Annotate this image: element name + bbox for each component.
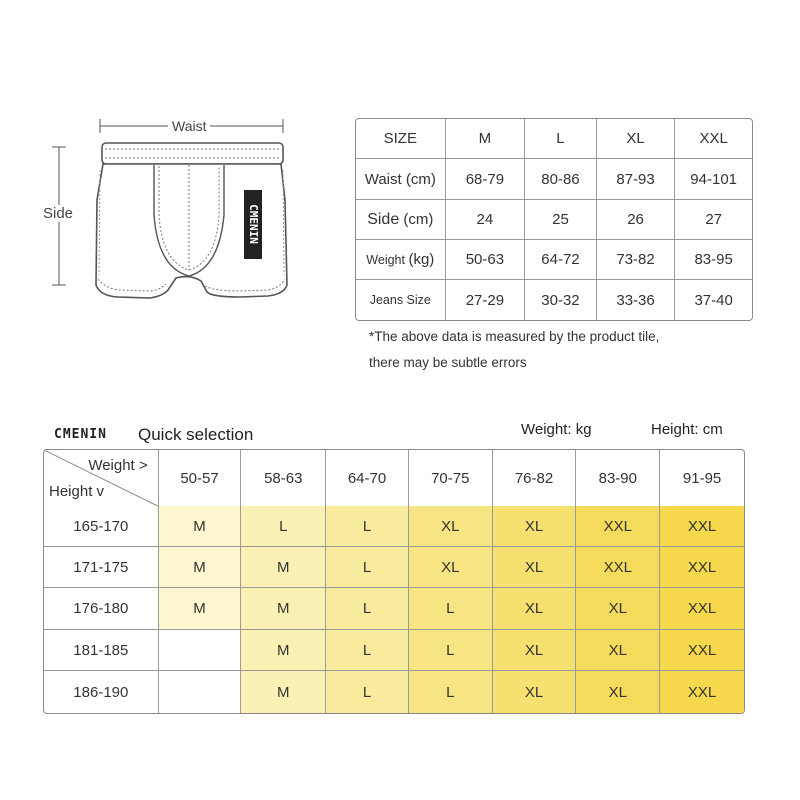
- weight-header: 70-75: [409, 450, 493, 506]
- size-recommendation-cell: XXL: [660, 671, 744, 713]
- size-cell: 80-86: [525, 159, 597, 200]
- size-recommendation-cell: XXL: [660, 506, 744, 547]
- weight-header: 91-95: [682, 469, 722, 487]
- waist-dimension-label: Waist: [168, 118, 210, 134]
- height-row: [44, 547, 744, 588]
- size-chart-table: [355, 118, 753, 321]
- weight-header: 64-70: [326, 450, 409, 506]
- size-recommendation-cell: M: [241, 671, 326, 713]
- size-recommendation-cell: L: [409, 671, 493, 713]
- size-recommendation-cell: XL: [493, 588, 577, 630]
- size-recommendation-cell: L: [326, 547, 409, 588]
- corner-weight-label: Weight >: [88, 457, 148, 474]
- size-recommendation-cell: XL: [576, 588, 660, 630]
- size-recommendation-cell: XXL: [660, 547, 744, 588]
- size-row-jeans: [356, 280, 752, 320]
- row-label-side: Side (cm): [356, 200, 446, 240]
- quick-selection-body: [44, 506, 744, 713]
- size-recommendation-cell: XL: [409, 547, 493, 588]
- size-recommendation-cell: XL: [576, 630, 660, 671]
- weight-unit-label: Weight: kg: [521, 421, 592, 438]
- quick-selection-table: [43, 449, 745, 714]
- size-recommendation-cell: L: [241, 506, 326, 547]
- size-recommendation-cell: M: [241, 630, 326, 671]
- size-row-weight: [356, 240, 752, 280]
- corner-header: [44, 450, 159, 506]
- size-recommendation-cell: M: [241, 547, 326, 588]
- height-row: [44, 630, 744, 671]
- size-recommendation-cell: L: [326, 630, 409, 671]
- size-recommendation-cell: XL: [493, 547, 577, 588]
- size-header-xl: XL: [597, 119, 676, 159]
- side-dimension-label: Side: [43, 205, 74, 222]
- measurement-note-line2: there may be subtle errors: [369, 355, 527, 370]
- boxer-illustration: [0, 0, 340, 320]
- height-label: 181-185: [44, 630, 159, 671]
- row-label-jeans: Jeans Size: [356, 280, 446, 320]
- size-recommendation-cell: XL: [576, 671, 660, 713]
- size-recommendation-cell: XL: [493, 671, 577, 713]
- size-recommendation-cell: M: [159, 506, 242, 547]
- size-recommendation-cell: XL: [493, 630, 577, 671]
- row-label-weight: Weight (kg): [356, 240, 446, 280]
- quick-selection-title: Quick selection: [138, 425, 254, 444]
- size-recommendation-cell: L: [409, 588, 493, 630]
- size-recommendation-cell: [159, 671, 242, 713]
- size-recommendation-cell: M: [241, 588, 326, 630]
- brand-label-text: CMENIN: [247, 204, 260, 244]
- size-recommendation-cell: [159, 630, 242, 671]
- size-row-side: [356, 200, 752, 240]
- weight-header: 76-82: [493, 450, 577, 506]
- size-cell: 24: [446, 200, 526, 240]
- weight-header-row: [44, 450, 744, 506]
- size-header-label: SIZE: [356, 119, 446, 159]
- size-row-waist: [356, 159, 752, 200]
- row-label-waist: Waist (cm): [356, 159, 446, 200]
- size-cell: 26: [597, 200, 676, 240]
- height-row: [44, 671, 744, 713]
- height-unit-label: Height: cm: [651, 421, 723, 438]
- size-recommendation-cell: L: [326, 588, 409, 630]
- size-recommendation-cell: XL: [409, 506, 493, 547]
- measurement-note-line1: *The above data is measured by the product tile,: [369, 329, 660, 344]
- size-cell: 83-95: [675, 240, 752, 280]
- height-label: 186-190: [44, 671, 159, 713]
- size-recommendation-cell: M: [159, 588, 242, 630]
- size-recommendation-cell: XXL: [660, 588, 744, 630]
- size-cell: 25: [525, 200, 597, 240]
- size-cell: 94-101: [675, 159, 752, 200]
- size-recommendation-cell: XXL: [660, 630, 744, 671]
- size-header-row: [356, 119, 752, 159]
- height-label: 165-170: [44, 506, 159, 547]
- size-cell: 27: [675, 200, 752, 240]
- size-cell: 64-72: [525, 240, 597, 280]
- size-cell: 87-93: [597, 159, 676, 200]
- size-cell: 27-29: [446, 280, 526, 320]
- height-label: 171-175: [44, 547, 159, 588]
- size-cell: 30-32: [525, 280, 597, 320]
- brand-logo: CMENIN: [54, 427, 107, 442]
- height-row: [44, 588, 744, 630]
- size-cell: 37-40: [694, 291, 733, 309]
- size-cell: 33-36: [597, 280, 676, 320]
- size-header-l: L: [525, 119, 597, 159]
- size-recommendation-cell: XL: [493, 506, 577, 547]
- size-recommendation-cell: L: [326, 506, 409, 547]
- size-recommendation-cell: XXL: [576, 547, 660, 588]
- size-header-m: M: [446, 119, 526, 159]
- height-label: 176-180: [44, 588, 159, 630]
- corner-height-label: Height v: [49, 483, 105, 500]
- size-recommendation-cell: XXL: [576, 506, 660, 547]
- weight-header: 50-57: [159, 450, 242, 506]
- size-recommendation-cell: L: [409, 630, 493, 671]
- size-cell: 68-79: [446, 159, 526, 200]
- product-diagram: [0, 0, 340, 320]
- size-cell: 73-82: [597, 240, 676, 280]
- weight-header: 58-63: [241, 450, 326, 506]
- weight-header: 83-90: [576, 450, 660, 506]
- size-cell: 50-63: [446, 240, 526, 280]
- size-recommendation-cell: L: [326, 671, 409, 713]
- size-recommendation-cell: M: [159, 547, 242, 588]
- size-header-xxl: XXL: [675, 119, 752, 159]
- height-row: [44, 506, 744, 547]
